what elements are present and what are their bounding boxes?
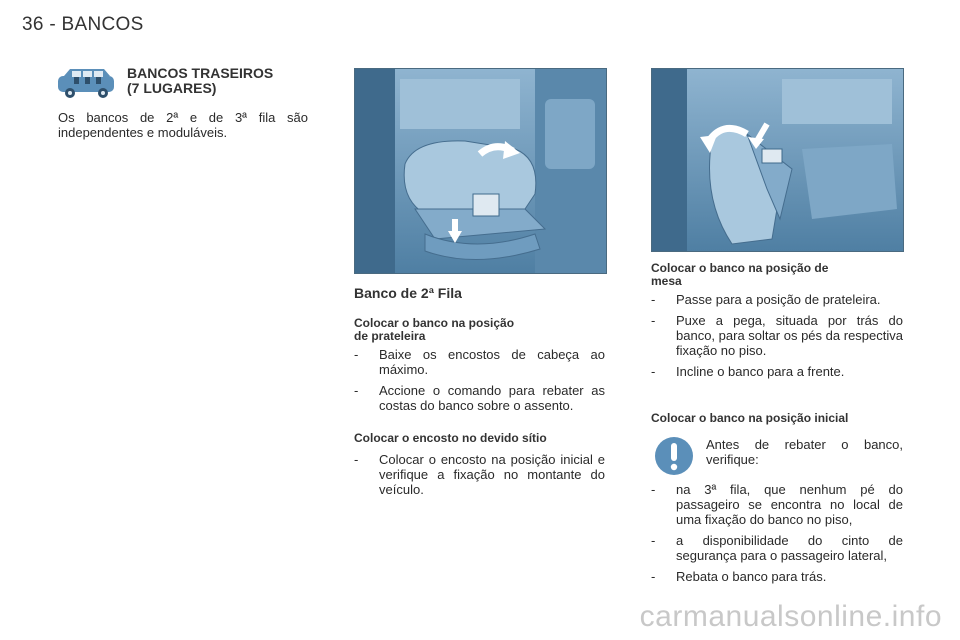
exclamation-icon bbox=[654, 436, 694, 476]
step-heading-table: Colocar o banco na posição de mesa bbox=[651, 261, 829, 288]
section-title: BANCOS TRASEIROS (7 LUGARES) bbox=[127, 65, 274, 96]
initial-steps bbox=[651, 482, 903, 590]
step-heading-shelf: Colocar o banco na posição de prateleira bbox=[354, 316, 515, 343]
list-item: - Accione o comando para rebater as costas do banco sobre o assento. bbox=[354, 383, 605, 413]
table-steps bbox=[651, 292, 903, 385]
list-item: - Incline o banco para a frente. bbox=[651, 364, 845, 379]
list-item: - na 3ª fila, que nenhum pé do passageiro se encontra no local de uma fixação do banco no piso, bbox=[651, 482, 903, 527]
list-item: - Colocar o encosto na posição inicial e verifique a fixação no montante do veículo. bbox=[354, 452, 605, 497]
page-header: 36 - BANCOS bbox=[22, 14, 144, 35]
list-item: - Rebata o banco para trás. bbox=[651, 569, 827, 584]
intro-text: Os bancos de 2ª e de 3ª fila são independentes e moduláveis. bbox=[58, 110, 308, 140]
step-heading-backrest: Colocar o encosto no devido sítio bbox=[354, 431, 547, 445]
list-item: - a disponibilidade do cinto de segurança para o passageiro lateral, bbox=[651, 533, 903, 563]
list-item: - Baixe os encostos de cabeça ao máximo. bbox=[354, 347, 605, 377]
watermark: carmanualsonline.info bbox=[639, 600, 942, 633]
list-item: - Passe para a posição de prateleira. bbox=[651, 292, 881, 307]
car-side-icon bbox=[54, 66, 118, 100]
seat-fold-illustration bbox=[354, 68, 607, 274]
subsection-heading: Banco de 2ª Fila bbox=[354, 285, 462, 301]
step-heading-initial: Colocar o banco na posição inicial bbox=[651, 411, 849, 425]
backrest-steps bbox=[354, 452, 605, 503]
list-item: - Puxe a pega, situada por trás do banco, para soltar os pés da respectiva fixação no piso. bbox=[651, 313, 903, 358]
warning-text: Antes de rebater o banco, verifique: bbox=[706, 437, 903, 467]
seat-tip-illustration bbox=[651, 68, 904, 252]
shelf-steps bbox=[354, 347, 605, 419]
